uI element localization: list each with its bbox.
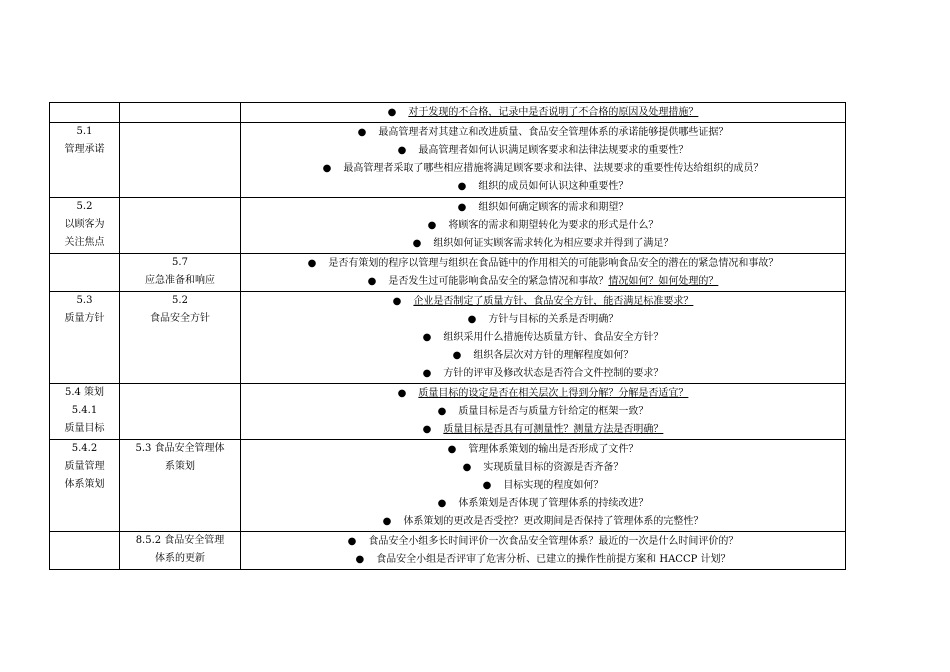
clause-text: 质量目标 bbox=[64, 423, 105, 434]
question-text: 方针的评审及修改状态是否符合文件控制的要求？ bbox=[443, 368, 664, 379]
bullet-icon: ● bbox=[457, 181, 467, 192]
question-item bbox=[241, 104, 845, 122]
table-row bbox=[50, 292, 846, 384]
bullet-icon: ● bbox=[422, 332, 432, 343]
question-text: 质量目标是否与质量方针给定的框架一致？ bbox=[458, 406, 649, 417]
question-item bbox=[241, 178, 845, 196]
question-text: 实现质量目标的资源是否齐备？ bbox=[483, 462, 624, 473]
question-item bbox=[241, 533, 845, 551]
clause-text: 食品安全方针 bbox=[150, 313, 210, 324]
question-item bbox=[241, 495, 845, 513]
question-item bbox=[241, 293, 845, 311]
clause-text: 质量方针 bbox=[64, 313, 105, 324]
question-item bbox=[241, 551, 845, 569]
question-item bbox=[241, 477, 845, 495]
question-list bbox=[241, 532, 845, 569]
bullet-icon: ● bbox=[357, 127, 367, 138]
question-text: 是否发生过可能影响食品安全的紧急情况和事故？ bbox=[388, 276, 609, 287]
question-item bbox=[241, 441, 845, 459]
question-text: 质量目标是否具有可测量性？测量方法是否明确？ bbox=[443, 424, 664, 435]
iso22000-clause-cell bbox=[120, 103, 241, 123]
clause-text: 以顾客为 bbox=[64, 219, 105, 230]
question-text: 方针与目标的关系是否明确？ bbox=[488, 314, 619, 325]
bullet-icon: ● bbox=[447, 444, 457, 455]
question-item bbox=[241, 513, 845, 531]
clause-text: 5.1 bbox=[76, 126, 93, 137]
question-item bbox=[241, 385, 845, 403]
clause-text: 应急准备和响应 bbox=[145, 275, 215, 286]
question-item bbox=[241, 255, 845, 273]
bullet-icon: ● bbox=[412, 238, 422, 249]
question-item bbox=[241, 459, 845, 477]
clause-cell bbox=[50, 384, 120, 440]
audit-questions-cell bbox=[241, 198, 846, 254]
question-text: 组织如何确定顾客的需求和期望？ bbox=[478, 202, 629, 213]
audit-questions-cell bbox=[241, 532, 846, 570]
iso22000-clause-cell bbox=[120, 384, 241, 440]
clause-cell bbox=[50, 123, 120, 198]
clause-text: 关注焦点 bbox=[64, 237, 105, 248]
question-item bbox=[241, 311, 845, 329]
clause-text: 5.2 bbox=[172, 295, 188, 306]
question-item bbox=[241, 235, 845, 253]
audit-questions-cell bbox=[241, 103, 846, 123]
question-item bbox=[241, 273, 845, 291]
clause-text: 5.3 食品安全管理体 bbox=[135, 443, 225, 454]
clause-cell bbox=[50, 103, 120, 123]
bullet-icon: ● bbox=[397, 145, 407, 156]
clause-text: 5.3 bbox=[76, 295, 93, 306]
question-list bbox=[241, 384, 845, 439]
question-item bbox=[241, 365, 845, 383]
question-text: 质量目标的设定是否在相关层次上得到分解？分解是否适宜？ bbox=[418, 388, 689, 399]
bullet-icon: ● bbox=[367, 276, 377, 287]
bullet-icon: ● bbox=[347, 536, 357, 547]
table-row bbox=[50, 440, 846, 532]
audit-questions-cell bbox=[241, 440, 846, 532]
bullet-icon: ● bbox=[462, 462, 472, 473]
question-list bbox=[241, 103, 845, 122]
clause-text: 5.7 bbox=[172, 257, 188, 268]
question-text: 食品安全小组是否评审了危害分析、已建立的操作性前提方案和 HACCP 计划？ bbox=[376, 554, 731, 565]
clause-cell bbox=[50, 440, 120, 532]
question-list bbox=[241, 123, 845, 196]
clause-text: 5.2 bbox=[76, 201, 93, 212]
question-text: 体系策划是否体现了管理体系的持续改进？ bbox=[458, 498, 649, 509]
bullet-icon: ● bbox=[427, 220, 437, 231]
question-text: 组织如何证实顾客需求转化为相应要求并得到了满足？ bbox=[433, 238, 674, 249]
question-item bbox=[241, 160, 845, 178]
bullet-icon: ● bbox=[355, 554, 365, 565]
audit-questions-cell bbox=[241, 123, 846, 198]
clause-text: 5.4.2 bbox=[71, 443, 98, 454]
question-text: 组织采用什么措施传达质量方针、食品安全方针？ bbox=[443, 332, 664, 343]
clause-cell bbox=[50, 532, 120, 570]
question-list bbox=[241, 440, 845, 531]
question-list bbox=[241, 292, 845, 383]
table-row bbox=[50, 384, 846, 440]
question-text: 企业是否制定了质量方针、食品安全方针，能否满足标准要求？ bbox=[413, 296, 694, 307]
question-text: 体系策划的更改是否受控？更改期间是否保持了管理体系的完整性？ bbox=[403, 516, 704, 527]
question-text: 是否有策划的程序以管理与组织在食品链中的作用相关的可能影响食品安全的潜在的紧急情况和事故？ bbox=[328, 258, 779, 269]
iso22000-clause-cell bbox=[120, 292, 241, 384]
question-text-underlined: 情况如何？如何处理的？ bbox=[608, 276, 719, 287]
question-text: 最高管理者采取了哪些相应措施将满足顾客要求和法律、法规要求的重要性传达给组织的成员？ bbox=[343, 163, 764, 174]
question-text: 最高管理者对其建立和改进质量、食品安全管理体系的承诺能够提供哪些证据？ bbox=[378, 127, 729, 138]
bullet-icon: ● bbox=[382, 516, 392, 527]
question-item bbox=[241, 347, 845, 365]
audit-checklist-table bbox=[49, 102, 846, 570]
audit-questions-cell bbox=[241, 254, 846, 292]
question-item bbox=[241, 421, 845, 439]
bullet-icon: ● bbox=[437, 406, 447, 417]
iso22000-clause-cell bbox=[120, 440, 241, 532]
bullet-icon: ● bbox=[437, 498, 447, 509]
bullet-icon: ● bbox=[392, 296, 402, 307]
question-item bbox=[241, 329, 845, 347]
question-item bbox=[241, 199, 845, 217]
table-row bbox=[50, 532, 846, 570]
question-text: 对于发现的不合格，记录中是否说明了不合格的原因及处理措施？ bbox=[408, 107, 699, 118]
clause-text: 体系的更新 bbox=[155, 553, 205, 564]
bullet-icon: ● bbox=[482, 480, 492, 491]
clause-cell bbox=[50, 292, 120, 384]
question-item bbox=[241, 142, 845, 160]
question-text: 管理体系策划的输出是否形成了文件？ bbox=[468, 444, 639, 455]
question-text: 食品安全小组多长时间评价一次食品安全管理体系？最近的一次是什么时间评价的？ bbox=[368, 536, 739, 547]
bullet-icon: ● bbox=[307, 258, 317, 269]
clause-text: 管理承诺 bbox=[64, 144, 105, 155]
question-list bbox=[241, 254, 845, 291]
question-text: 最高管理者如何认识满足顾客要求和法律法规要求的重要性？ bbox=[418, 145, 689, 156]
question-text: 将顾客的需求和期望转化为要求的形式是什么？ bbox=[448, 220, 659, 231]
table-row bbox=[50, 123, 846, 198]
clause-cell bbox=[50, 198, 120, 254]
bullet-icon: ● bbox=[397, 388, 407, 399]
table-body bbox=[50, 103, 846, 570]
clause-text: 体系策划 bbox=[64, 479, 105, 490]
bullet-icon: ● bbox=[467, 314, 477, 325]
question-item bbox=[241, 124, 845, 142]
bullet-icon: ● bbox=[452, 350, 462, 361]
iso22000-clause-cell bbox=[120, 123, 241, 198]
question-text: 组织各层次对方针的理解程度如何？ bbox=[473, 350, 634, 361]
bullet-icon: ● bbox=[422, 368, 432, 379]
question-item bbox=[241, 217, 845, 235]
bullet-icon: ● bbox=[387, 107, 397, 118]
audit-questions-cell bbox=[241, 292, 846, 384]
clause-text: 5.4.1 bbox=[71, 405, 98, 416]
iso22000-clause-cell bbox=[120, 254, 241, 292]
bullet-icon: ● bbox=[457, 202, 467, 213]
iso22000-clause-cell bbox=[120, 198, 241, 254]
iso22000-clause-cell bbox=[120, 532, 241, 570]
question-list bbox=[241, 198, 845, 253]
question-item bbox=[241, 403, 845, 421]
clause-text: 8.5.2 食品安全管理 bbox=[135, 535, 225, 546]
table-row bbox=[50, 198, 846, 254]
clause-text: 质量管理 bbox=[64, 461, 105, 472]
clause-text: 系策划 bbox=[165, 461, 195, 472]
question-text: 目标实现的程度如何？ bbox=[503, 480, 604, 491]
table-row bbox=[50, 103, 846, 123]
clause-cell bbox=[50, 254, 120, 292]
clause-text: 5.4 策划 bbox=[64, 387, 105, 398]
question-text: 组织的成员如何认识这种重要性？ bbox=[478, 181, 629, 192]
bullet-icon: ● bbox=[422, 424, 432, 435]
audit-questions-cell bbox=[241, 384, 846, 440]
table-row bbox=[50, 254, 846, 292]
bullet-icon: ● bbox=[322, 163, 332, 174]
